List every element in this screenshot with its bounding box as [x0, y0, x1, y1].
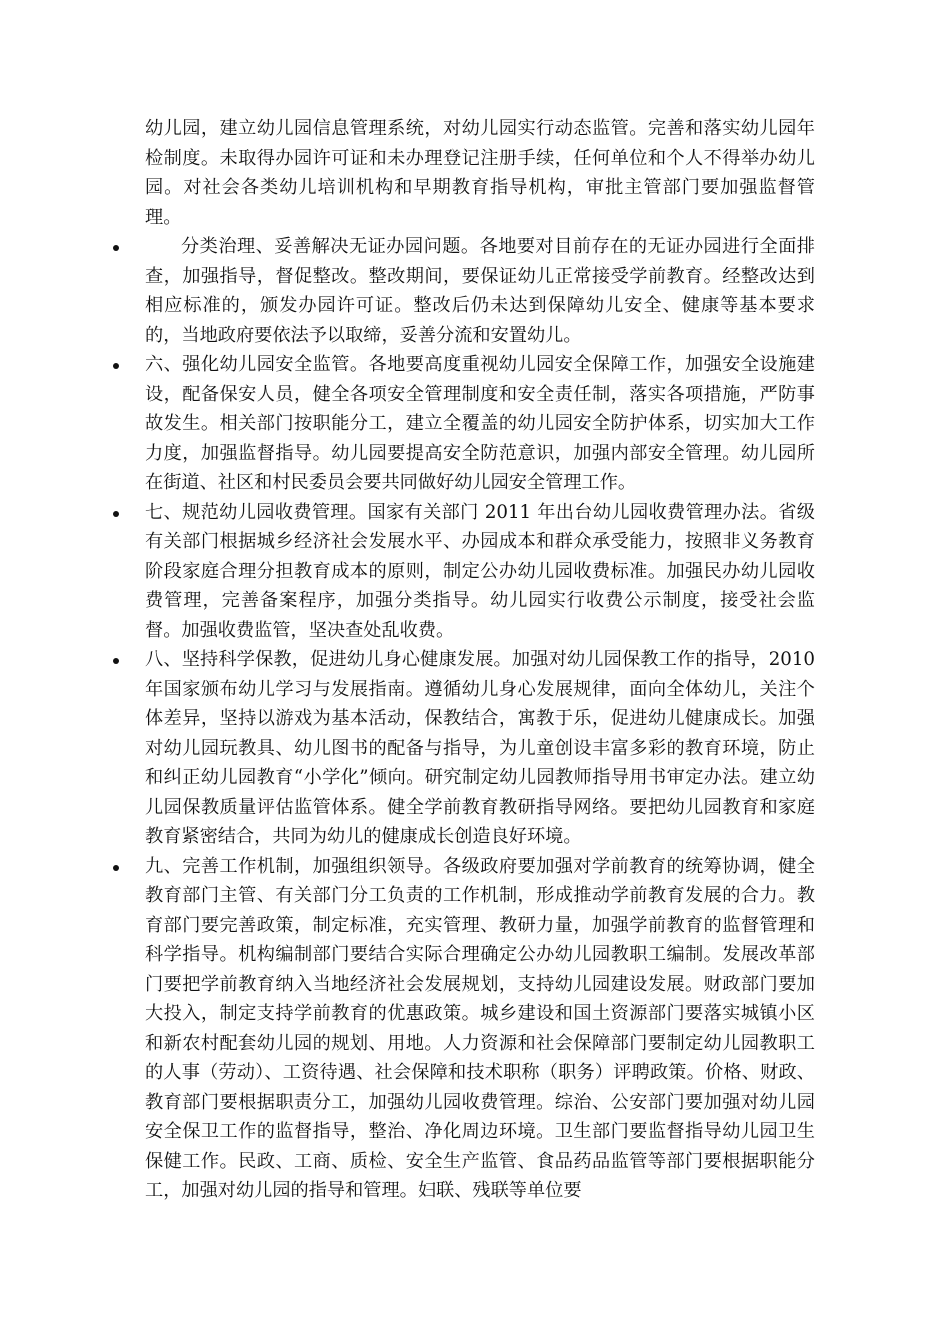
paragraph-continuation [145, 114, 815, 232]
document-body [145, 114, 815, 1206]
bullet-dot-icon [113, 245, 119, 251]
paragraph-section-7-fees [145, 498, 815, 646]
paragraph-text: 分类治理、妥善解决无证办园问题。各地要对目前存在的无证办园进行全面排查，加强指导，督促整改。整改期间，要保证幼儿正常接受学前教育。经整改达到相应标准的，颁发办园许可证。整改后仍未达到保障幼儿安全、健康等基本要求的，当地政府要依法予以取缔，妥善分流和安置幼儿。 [145, 236, 815, 346]
paragraph-section-8-education [145, 645, 815, 852]
paragraph-text: 九、完善工作机制，加强组织领导。各级政府要加强对学前教育的统筹协调，健全教育部门主管、有关部门分工负责的工作机制，形成推动学前教育发展的合力。教育部门要完善政策，制定标准，充实管理、教研力量，加强学前教育的监督管理和科学指导。机构编制部门要结合实际合理确定公办幼儿园教职工编制。发展改革部门要把学前教育纳入当地经济社会发展规划，支持幼儿园建设发展。财政部门要加大投入，制定支持学前教育的优惠政策。城乡建设和国土资源部门要落实城镇小区和新农村配套幼儿园的规划、用地。人力资源和社会保障部门要制定幼儿园教职工的人事（劳动）、工资待遇、社会保障和技术职称（职务）评聘政策。价格、财政、教育部门要根据职责分工，加强幼儿园收费管理。综治、公安部门要加强对幼儿园安全保卫工作的监督指导，整治、净化周边环境。卫生部门要监督指导幼儿园卫生保健工作。民政、工商、质检、安全生产监管、食品药品监管等部门要根据职能分工，加强对幼儿园的指导和管理。妇联、残联等单位要 [145, 855, 815, 1201]
bullet-dot-icon [113, 865, 119, 871]
paragraph-unlicensed-kindergartens [145, 232, 815, 350]
paragraph-section-6-safety [145, 350, 815, 498]
paragraph-text: 八、坚持科学保教，促进幼儿身心健康发展。加强对幼儿园保教工作的指导，2010 年国家颁布幼儿学习与发展指南。遵循幼儿身心发展规律，面向全体幼儿，关注个体差异，坚持以游戏为基本活动，保教结合，寓教于乐，促进幼儿健康成长。加强对幼儿园玩教具、幼儿图书的配备与指导，为儿童创设丰富多彩的教育环境，防止和纠正幼儿园教育“小学化”倾向。研究制定幼儿园教师指导用书审定办法。建立幼儿园保教质量评估监管体系。健全学前教育教研指导网络。要把幼儿园教育和家庭教育紧密结合，共同为幼儿的健康成长创造良好环境。 [145, 649, 815, 847]
paragraph-section-9-mechanism [145, 852, 815, 1206]
paragraph-text: 六、强化幼儿园安全监管。各地要高度重视幼儿园安全保障工作，加强安全设施建设，配备保安人员，健全各项安全管理制度和安全责任制，落实各项措施，严防事故发生。相关部门按职能分工，建立全覆盖的幼儿园安全防护体系，切实加大工作力度，加强监督指导。幼儿园要提高安全防范意识，加强内部安全管理。幼儿园所在街道、社区和村民委员会要共同做好幼儿园安全管理工作。 [145, 354, 815, 493]
bullet-dot-icon [113, 511, 119, 517]
paragraph-text: 七、规范幼儿园收费管理。国家有关部门 2011 年出台幼儿园收费管理办法。省级有关部门根据城乡经济社会发展水平、办园成本和群众承受能力，按照非义务教育阶段家庭合理分担教育成本的原则，制定公办幼儿园收费标准。加强民办幼儿园收费管理，完善备案程序，加强分类指导。幼儿园实行收费公示制度，接受社会监督。加强收费监管，坚决查处乱收费。 [145, 501, 815, 641]
bullet-dot-icon [113, 658, 119, 664]
paragraph-text: 幼儿园，建立幼儿园信息管理系统，对幼儿园实行动态监管。完善和落实幼儿园年检制度。未取得办园许可证和未办理登记注册手续，任何单位和个人不得举办幼儿园。对社会各类幼儿培训机构和早期教育指导机构，审批主管部门要加强监督管理。 [145, 118, 815, 228]
bullet-dot-icon [113, 363, 119, 369]
